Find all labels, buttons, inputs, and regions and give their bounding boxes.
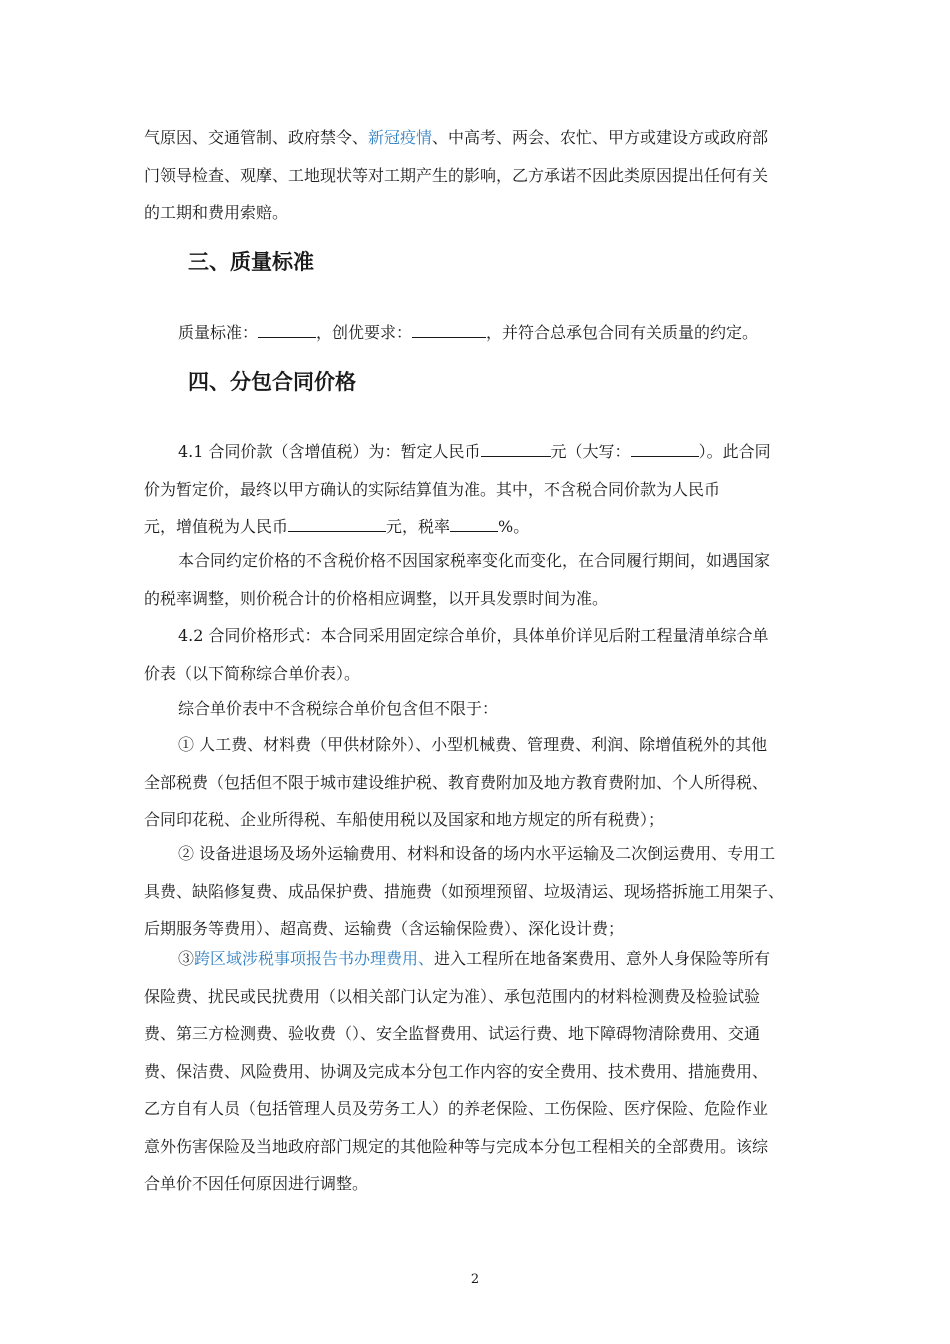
text-line: 本合同约定价格的不含税价格不因国家税率变化而变化，在合同履行期间，如遇国家 [178,551,771,570]
text-run: ，创优要求： [316,323,413,342]
text-line: ① 人工费、材料费（甲供材除外）、小型机械费、管理费、利润、除增值税外的其他 [178,735,768,754]
section-heading-price: 四、分包合同价格 [188,370,356,394]
text-line: 的税率调整，则价税合计的价格相应调整，以开具发票时间为准。 [144,588,609,608]
text-run: 4.1 合同价款（含增值税）为：暂定人民币 [178,442,481,461]
page-number: 2 [470,1272,480,1287]
text-line: 意外伤害保险及当地政府部门规定的其他险种等与完成本分包工程相关的全部费用。该综 [144,1136,769,1156]
text-line: 费、第三方检测费、验收费（）、安全监督费用、试运行费、地下障碍物清除费用、交通 [144,1024,761,1043]
paragraph-tax-adjustment [144,542,808,617]
blank-line [288,517,386,532]
text-line: 门领导检查、观摩、工地现状等对工期产生的影响，乙方承诺不因此类原因提出任何有关 [144,165,769,185]
text-line: 乙方自有人员（包括管理人员及劳务工人）的养老保险、工伤保险、医疗保险、危险作业 [144,1099,769,1118]
blank-line [450,517,498,532]
text-run: ，并符合总承包合同有关质量的约定。 [486,323,759,342]
list-item-3 [144,940,808,1203]
text-line: 合单价不因任何原因进行调整。 [144,1174,369,1193]
list-item-1 [144,726,808,839]
blank-line [258,323,316,338]
text-line: 合同印花税、企业所得税、车船使用税以及国家和地方规定的所有税费）； [144,810,665,829]
text-run: %。 [498,517,530,536]
quality-paragraph [178,314,842,352]
text-line: 全部税费（包括但不限于城市建设维护税、教育费附加及地方教育费附加、个人所得税、 [144,772,769,792]
text-line: 费、保洁费、风险费用、协调及完成本分包工作内容的安全费用、技术费用、措施费用、 [144,1061,769,1081]
highlighted-term: 新冠疫情 [368,128,433,147]
text-run: ③ [178,949,195,968]
text-run: 元，税率 [386,517,451,536]
text-line: 保险费、扰民或民扰费用（以相关部门认定为准）、承包范围内的材料检测费及检验试验 [144,986,761,1006]
blank-line [631,442,699,457]
section-heading-quality: 三、质量标准 [188,250,314,274]
text-line: 后期服务等费用）、超高费、运输费（含运输保险费）、深化设计费； [144,919,625,938]
blank-line [481,442,551,457]
text-line: 4.2 合同价格形式：本合同采用固定综合单价，具体单价详见后附工程量清单综合单 [178,626,769,645]
text-line: 的工期和费用索赔。 [144,203,289,222]
text-line: 价表（以下简称综合单价表）。 [144,663,361,683]
text-line: 综合单价表中不含税综合单价包含但不限于： [178,699,499,718]
text-run: ）。此合同 [698,442,771,461]
list-item-2 [144,835,808,948]
text-run: 元（大写： [550,442,631,461]
text-line: ② 设备进退场及场外运输费用、材料和设备的场内水平运输及二次倒运费用、专用工 [178,844,776,863]
text-run: 元，增值税为人民币 [144,517,289,536]
paragraph-4-1 [144,433,808,546]
text-run: 气原因、交通管制、政府禁令、 [144,128,369,147]
blank-line [412,323,486,338]
paragraph-inclusion [144,690,808,728]
text-run: 、中高考、两会、农忙、甲方或建设方或政府部 [432,128,769,147]
intro-paragraph [144,119,808,232]
text-line: 具费、缺陷修复费、成品保护费、措施费（如预埋预留、垃圾清运、现场搭拆施工用架子、 [144,881,785,901]
text-run: 进入工程所在地备案费用、意外人身保险等所有 [434,949,771,968]
paragraph-4-2 [144,617,808,692]
text-run: 质量标准： [178,323,259,342]
highlighted-term: 跨区域涉税事项报告书办理费用、 [194,949,435,968]
text-line: 价为暂定价，最终以甲方确认的实际结算值为准。其中，不含税合同价款为人民币 [144,479,721,499]
